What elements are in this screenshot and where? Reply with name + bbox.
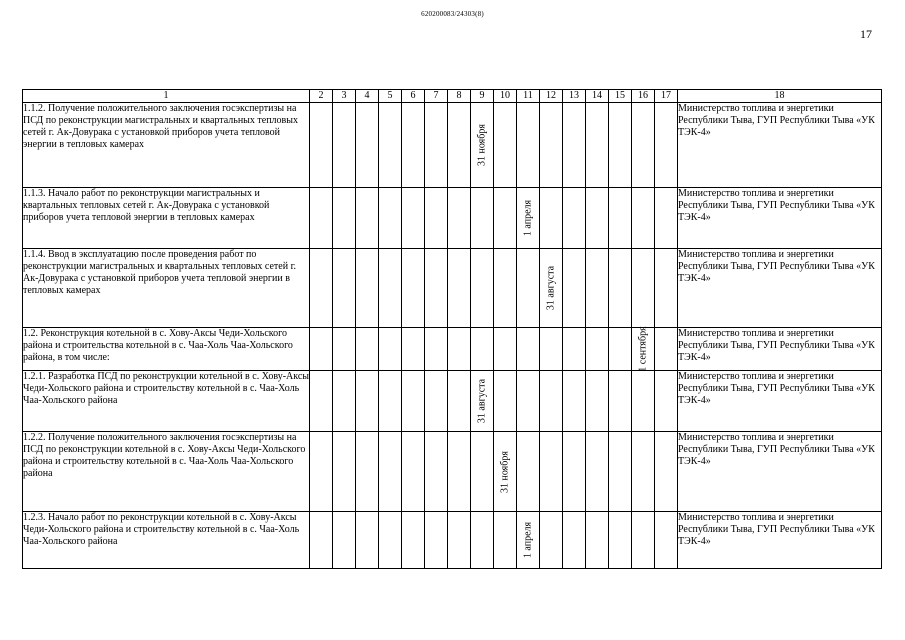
column-header-12: 12 [540, 90, 563, 103]
timeline-cell-9 [471, 103, 494, 188]
column-header-10: 10 [494, 90, 517, 103]
table-row [23, 512, 882, 569]
timeline-cell-13 [563, 512, 586, 569]
timeline-cell-7 [425, 432, 448, 512]
timeline-cell-17 [655, 188, 678, 249]
timeline-cell-10 [494, 512, 517, 569]
timeline-cell-9 [471, 328, 494, 371]
timeline-cell-11 [517, 249, 540, 328]
timeline-cell-14 [586, 371, 609, 432]
timeline-cell-6 [402, 328, 425, 371]
timeline-cell-11 [517, 188, 540, 249]
timeline-cell-10 [494, 328, 517, 371]
timeline-cell-4 [356, 328, 379, 371]
document-code: 620200083/24303(8) [421, 10, 484, 18]
responsible-organization: Министерство топлива и энергетики Республики Тыва, ГУП Республики Тыва «УК ТЭК-4» [678, 249, 882, 328]
timeline-cell-5 [379, 371, 402, 432]
timeline-cell-7 [425, 371, 448, 432]
timeline-cell-5 [379, 103, 402, 188]
timeline-cell-15 [609, 103, 632, 188]
timeline-cell-3 [333, 371, 356, 432]
timeline-cell-2 [310, 432, 333, 512]
timeline-cell-2 [310, 328, 333, 371]
timeline-cell-3 [333, 249, 356, 328]
table-row [23, 371, 882, 432]
column-header-1: 1 [23, 90, 310, 103]
timeline-cell-5 [379, 188, 402, 249]
column-number-row [23, 90, 882, 103]
timeline-cell-17 [655, 249, 678, 328]
responsible-organization: Министерство топлива и энергетики Республики Тыва, ГУП Республики Тыва «УК ТЭК-4» [678, 512, 882, 569]
table-row [23, 249, 882, 328]
timeline-cell-5 [379, 328, 402, 371]
activity-description: 1.1.2. Получение положительного заключения госэкспертизы на ПСД по реконструкции магистральных и квартальных тепловых сетей г. Ак-Довурака с установкой приборов учета тепловой энергии в тепловых камерах [23, 103, 310, 188]
timeline-cell-14 [586, 249, 609, 328]
timeline-cell-12 [540, 432, 563, 512]
timeline-cell-11 [517, 512, 540, 569]
timeline-cell-9 [471, 188, 494, 249]
timeline-cell-8 [448, 249, 471, 328]
timeline-cell-6 [402, 371, 425, 432]
timeline-cell-13 [563, 103, 586, 188]
timeline-cell-15 [609, 512, 632, 569]
deadline-date: 1 апреля [522, 521, 534, 559]
column-header-2: 2 [310, 90, 333, 103]
timeline-cell-6 [402, 103, 425, 188]
deadline-date: 31 августа [545, 265, 557, 311]
timeline-cell-3 [333, 188, 356, 249]
activity-description: 1.1.3. Начало работ по реконструкции магистральных и квартальных тепловых сетей г. Ак-Довурака с установкой приборов учета тепловой энергии в тепловых камерах [23, 188, 310, 249]
timeline-cell-7 [425, 512, 448, 569]
timeline-cell-15 [609, 371, 632, 432]
timeline-cell-2 [310, 512, 333, 569]
timeline-cell-5 [379, 512, 402, 569]
timeline-cell-12 [540, 512, 563, 569]
timeline-cell-13 [563, 328, 586, 371]
timeline-cell-10 [494, 371, 517, 432]
responsible-organization: Министерство топлива и энергетики Республики Тыва, ГУП Республики Тыва «УК ТЭК-4» [678, 103, 882, 188]
timeline-cell-13 [563, 188, 586, 249]
activity-description: 1.2. Реконструкция котельной в с. Хову-Аксы Чеди-Хольского района и строительства котельной в с. Чаа-Холь Чаа-Хольского района, в том числе: [23, 328, 310, 371]
table-row [23, 188, 882, 249]
column-header-4: 4 [356, 90, 379, 103]
timeline-cell-4 [356, 249, 379, 328]
timeline-cell-17 [655, 328, 678, 371]
timeline-cell-8 [448, 188, 471, 249]
timeline-cell-16 [632, 103, 655, 188]
timeline-cell-2 [310, 249, 333, 328]
timeline-cell-11 [517, 371, 540, 432]
responsible-organization: Министерство топлива и энергетики Республики Тыва, ГУП Республики Тыва «УК ТЭК-4» [678, 371, 882, 432]
timeline-cell-10 [494, 249, 517, 328]
timeline-cell-16 [632, 188, 655, 249]
timeline-cell-9 [471, 249, 494, 328]
column-header-9: 9 [471, 90, 494, 103]
timeline-cell-14 [586, 512, 609, 569]
timeline-cell-14 [586, 188, 609, 249]
deadline-date: 1 сентября [637, 326, 649, 372]
timeline-cell-7 [425, 249, 448, 328]
column-header-13: 13 [563, 90, 586, 103]
column-header-3: 3 [333, 90, 356, 103]
column-header-8: 8 [448, 90, 471, 103]
timeline-cell-7 [425, 328, 448, 371]
responsible-organization: Министерство топлива и энергетики Республики Тыва, ГУП Республики Тыва «УК ТЭК-4» [678, 432, 882, 512]
timeline-cell-3 [333, 328, 356, 371]
timeline-cell-15 [609, 188, 632, 249]
timeline-cell-11 [517, 328, 540, 371]
column-header-5: 5 [379, 90, 402, 103]
timeline-cell-17 [655, 432, 678, 512]
timeline-cell-4 [356, 103, 379, 188]
timeline-cell-16 [632, 432, 655, 512]
column-header-7: 7 [425, 90, 448, 103]
timeline-cell-3 [333, 512, 356, 569]
deadline-date: 31 ноября [476, 124, 488, 166]
timeline-cell-16 [632, 512, 655, 569]
timeline-cell-17 [655, 371, 678, 432]
column-header-11: 11 [517, 90, 540, 103]
timeline-cell-17 [655, 103, 678, 188]
timeline-cell-8 [448, 103, 471, 188]
activity-description: 1.2.1. Разработка ПСД по реконструкции котельной в с. Хову-Аксы Чеди-Хольского района и строительству котельной в с. Чаа-Холь Чаа-Хольского района [23, 371, 310, 432]
column-header-17: 17 [655, 90, 678, 103]
timeline-cell-6 [402, 512, 425, 569]
timeline-cell-7 [425, 188, 448, 249]
timeline-cell-17 [655, 512, 678, 569]
activity-description: 1.2.3. Начало работ по реконструкции котельной в с. Хову-Аксы Чеди-Хольского района и строительству котельной в с. Чаа-Холь Чаа-Хольского района [23, 512, 310, 569]
timeline-cell-8 [448, 432, 471, 512]
timeline-cell-6 [402, 188, 425, 249]
responsible-organization: Министерство топлива и энергетики Республики Тыва, ГУП Республики Тыва «УК ТЭК-4» [678, 328, 882, 371]
timeline-cell-14 [586, 432, 609, 512]
timeline-cell-9 [471, 371, 494, 432]
timeline-cell-16 [632, 249, 655, 328]
table-row [23, 103, 882, 188]
timeline-cell-11 [517, 432, 540, 512]
timeline-cell-12 [540, 188, 563, 249]
timeline-cell-12 [540, 103, 563, 188]
timeline-cell-9 [471, 512, 494, 569]
timeline-cell-14 [586, 103, 609, 188]
deadline-date: 31 августа [476, 378, 488, 424]
timeline-cell-12 [540, 371, 563, 432]
timeline-cell-4 [356, 188, 379, 249]
timeline-cell-13 [563, 249, 586, 328]
timeline-cell-7 [425, 103, 448, 188]
timeline-cell-8 [448, 371, 471, 432]
deadline-date: 1 апреля [522, 199, 534, 237]
timeline-cell-13 [563, 371, 586, 432]
timeline-cell-2 [310, 103, 333, 188]
timeline-cell-12 [540, 249, 563, 328]
timeline-cell-15 [609, 432, 632, 512]
timeline-cell-5 [379, 249, 402, 328]
timeline-cell-15 [609, 328, 632, 371]
table-row [23, 328, 882, 371]
responsible-organization: Министерство топлива и энергетики Республики Тыва, ГУП Республики Тыва «УК ТЭК-4» [678, 188, 882, 249]
timeline-cell-14 [586, 328, 609, 371]
timeline-cell-13 [563, 432, 586, 512]
timeline-cell-11 [517, 103, 540, 188]
timeline-cell-6 [402, 432, 425, 512]
column-header-14: 14 [586, 90, 609, 103]
timeline-cell-15 [609, 249, 632, 328]
timeline-cell-5 [379, 432, 402, 512]
timeline-cell-10 [494, 432, 517, 512]
deadline-date: 31 ноября [499, 450, 511, 493]
timeline-cell-10 [494, 103, 517, 188]
timeline-cell-6 [402, 249, 425, 328]
timeline-cell-16 [632, 328, 655, 371]
timeline-cell-10 [494, 188, 517, 249]
timeline-cell-8 [448, 512, 471, 569]
activity-description: 1.2.2. Получение положительного заключения госэкспертизы на ПСД по реконструкции котельной в с. Хову-Аксы Чеди-Хольского района и строительству котельной в с. Чаа-Холь Чаа-Хольского района [23, 432, 310, 512]
timeline-cell-2 [310, 371, 333, 432]
timeline-cell-3 [333, 432, 356, 512]
column-header-6: 6 [402, 90, 425, 103]
timeline-cell-4 [356, 371, 379, 432]
page-number: 17 [860, 27, 872, 41]
column-header-16: 16 [632, 90, 655, 103]
activity-description: 1.1.4. Ввод в эксплуатацию после проведения работ по реконструкции магистральных и квартальных тепловых сетей г. Ак-Довурака с установкой приборов учета тепловой энергии в тепловых камерах [23, 249, 310, 328]
column-header-18: 18 [678, 90, 882, 103]
timeline-cell-2 [310, 188, 333, 249]
timeline-cell-12 [540, 328, 563, 371]
timeline-cell-8 [448, 328, 471, 371]
column-header-15: 15 [609, 90, 632, 103]
timeline-cell-16 [632, 371, 655, 432]
schedule-table [22, 89, 882, 569]
table-row [23, 432, 882, 512]
timeline-cell-9 [471, 432, 494, 512]
timeline-cell-3 [333, 103, 356, 188]
timeline-cell-4 [356, 432, 379, 512]
timeline-cell-4 [356, 512, 379, 569]
